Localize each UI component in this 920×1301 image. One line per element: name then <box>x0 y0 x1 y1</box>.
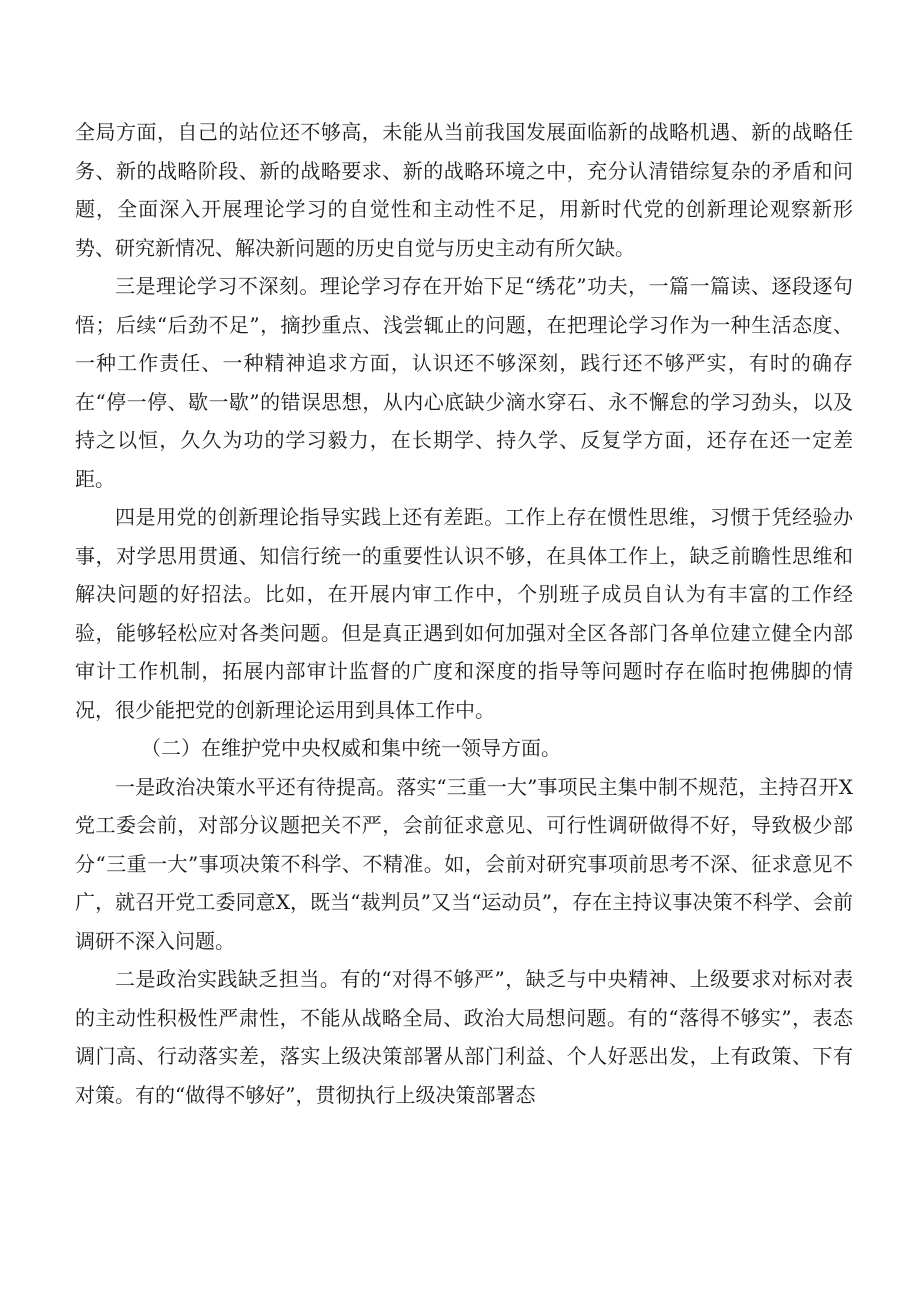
paragraph-point-three: 三是理论学习不深刻。理论学习存在开始下足“绣花”功夫，一篇一篇读、逐段逐句悟；后续“后劲不足”，摘抄重点、浅尝辄止的问题，在把理论学习作为一种生活态度、一种工作责任、一种精神追求方面，认识还不够深刻，践行还不够严实，有时的确存在“停一停、歇一歇”的错误思想，从内心底缺少滴水穿石、永不懈怠的学习劲头，以及持之以恒，久久为功的学习毅力，在长期学、持久学、反复学方面，还存在还一定差距。 <box>75 274 853 491</box>
section-heading-two: （二）在维护党中央权威和集中统一领导方面。 <box>141 736 561 760</box>
paragraph-continuation: 全局方面，自己的站位还不够高，未能从当前我国发展面临新的战略机遇、新的战略任务、新的战略阶段、新的战略要求、新的战略环境之中，充分认清错综复杂的矛盾和问题，全面深入开展理论学习的自觉性和主动性不足，用新时代党的创新理论观察新形势、研究新情况、解决新问题的历史自觉与历史主动有所欠缺。 <box>75 120 853 260</box>
paragraph-point-four: 四是用党的创新理论指导实践上还有差距。工作上存在惯性思维，习惯于凭经验办事，对学思用贯通、知信行统一的重要性认识不够，在具体工作上，缺乏前瞻性思维和解决问题的好招法。比如，在开展内审工作中，个别班子成员自认为有丰富的工作经验，能够轻松应对各类问题。但是真正遇到如何加强对全区各部门各单位建立健全内部审计工作机制，拓展内部审计监督的广度和深度的指导等问题时存在临时抱佛脚的情况，很少能把党的创新理论运用到具体工作中。 <box>75 505 853 722</box>
paragraph-section-two-point-one: 一是政治决策水平还有待提高。落实“三重一大”事项民主集中制不规范，主持召开X党工委会前，对部分议题把关不严，会前征求意见、可行性调研做得不好，导致极少部分“三重一大”事项决策不科学、不精准。如，会前对研究事项前思考不深、征求意见不广，就召开党工委同意X，既当“裁判员”又当“运动员”，存在主持议事决策不科学、会前调研不深入问题。 <box>75 774 853 953</box>
document-body <box>75 113 853 1114</box>
paragraph-section-two-point-two: 二是政治实践缺乏担当。有的“对得不够严”，缺乏与中央精神、上级要求对标对表的主动性积极性严肃性，不能从战略全局、政治大局想问题。有的“落得不够实”，表态调门高、行动落实差，落实上级决策部署从部门利益、个人好恶出发，上有政策、下有对策。有的“做得不够好”，贯彻执行上级决策部署态 <box>75 967 853 1107</box>
